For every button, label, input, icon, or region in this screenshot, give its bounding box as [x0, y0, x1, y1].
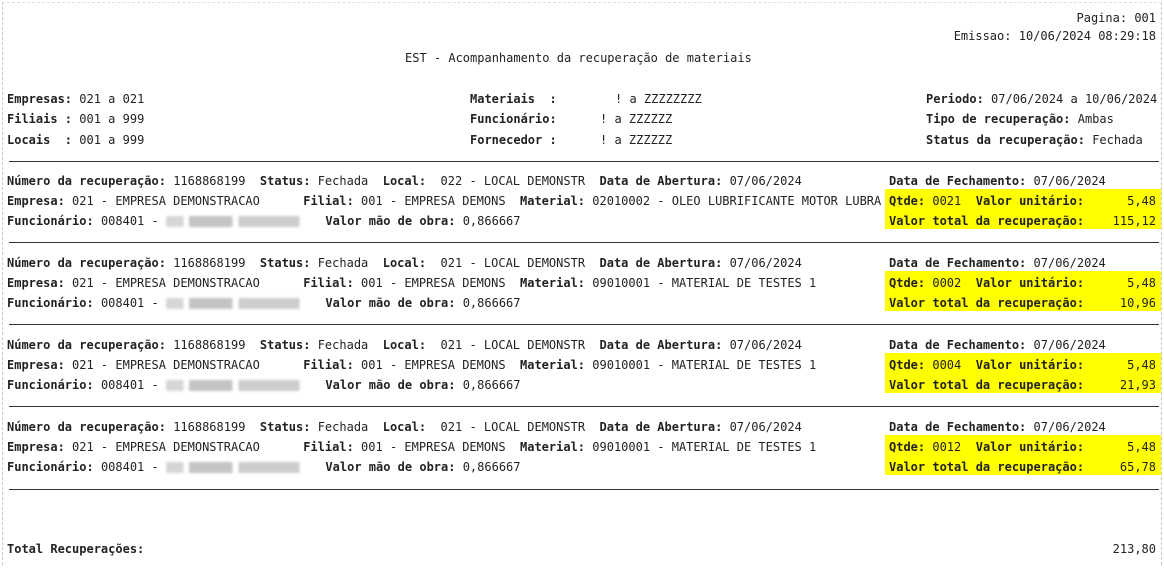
record-line-3: Funcionário: 008401 - Valor mão de obra: 0,866667	[7, 296, 521, 310]
quantity-label: Qtde: 0021 Valor unitário:	[889, 194, 1085, 208]
record-total-value: 115,12	[1112, 214, 1156, 228]
record-total-value: 65,78	[1119, 460, 1156, 474]
record-total-value: 21,93	[1119, 378, 1156, 392]
record-line-2: Empresa: 021 - EMPRESA DEMONSTRACAO Filial: 001 - EMPRESA DEMONS Material: 09010001 - MATERIAL DE TESTES 1	[7, 276, 817, 290]
divider	[9, 161, 1159, 162]
filter-fornecedor-label: Fornecedor :	[470, 133, 557, 147]
total-value-label: Valor total da recuperação:	[889, 214, 1085, 228]
unit-value: 5,48	[1127, 276, 1156, 290]
filter-materiais-value: ! a ZZZZZZZZ	[615, 92, 702, 106]
total-value: 213,80	[1112, 542, 1156, 556]
redacted-name	[166, 462, 311, 473]
redacted-name	[166, 298, 311, 309]
record-line-1: Número da recuperação: 1168868199 Status: Fechada Local: 021 - LOCAL DEMONSTR Data de Abertura: 07/06/2024	[7, 420, 802, 434]
report-title: EST - Acompanhamento da recuperação de materiais	[405, 51, 752, 65]
unit-value: 5,48	[1127, 358, 1156, 372]
filter-materiais-label: Materiais :	[470, 92, 557, 106]
closing-date: Data de Fechamento: 07/06/2024	[889, 174, 1106, 188]
closing-date: Data de Fechamento: 07/06/2024	[889, 420, 1106, 434]
record-line-1: Número da recuperação: 1168868199 Status: Fechada Local: 022 - LOCAL DEMONSTR Data de Abertura: 07/06/2024	[7, 174, 802, 188]
page-number: Pagina: 001	[1076, 11, 1156, 25]
total-label: Total Recuperações:	[7, 542, 145, 556]
divider	[9, 406, 1159, 407]
filter-tipo: Tipo de recuperação: Ambas	[926, 112, 1114, 126]
divider	[9, 324, 1159, 325]
record-line-2: Empresa: 021 - EMPRESA DEMONSTRACAO Filial: 001 - EMPRESA DEMONS Material: 09010001 - MATERIAL DE TESTES 1	[7, 440, 817, 454]
filter-empresas: Empresas: 021 a 021	[7, 92, 145, 106]
record-line-1: Número da recuperação: 1168868199 Status: Fechada Local: 021 - LOCAL DEMONSTR Data de Abertura: 07/06/2024	[7, 338, 802, 352]
record-line-3: Funcionário: 008401 - Valor mão de obra: 0,866667	[7, 214, 521, 228]
filter-funcionario-label: Funcionário:	[470, 112, 557, 126]
filter-status: Status da recuperação: Fechada	[926, 133, 1143, 147]
filter-fornecedor-value: ! a ZZZZZZ	[600, 133, 673, 147]
closing-date: Data de Fechamento: 07/06/2024	[889, 256, 1106, 270]
record-line-3: Funcionário: 008401 - Valor mão de obra: 0,866667	[7, 460, 521, 474]
total-value-label: Valor total da recuperação:	[889, 378, 1085, 392]
record-total-value: 10,96	[1119, 296, 1156, 310]
record-line-1: Número da recuperação: 1168868199 Status: Fechada Local: 021 - LOCAL DEMONSTR Data de Abertura: 07/06/2024	[7, 256, 802, 270]
quantity-label: Qtde: 0002 Valor unitário:	[889, 276, 1085, 290]
record-line-2: Empresa: 021 - EMPRESA DEMONSTRACAO Filial: 001 - EMPRESA DEMONS Material: 02010002 - OLEO LUBRIFICANTE MOTOR LUBRA	[7, 194, 882, 208]
quantity-label: Qtde: 0012 Valor unitário:	[889, 440, 1085, 454]
total-value-label: Valor total da recuperação:	[889, 460, 1085, 474]
redacted-name	[166, 216, 311, 227]
redacted-name	[166, 380, 311, 391]
quantity-label: Qtde: 0004 Valor unitário:	[889, 358, 1085, 372]
divider	[9, 242, 1159, 243]
record-line-2: Empresa: 021 - EMPRESA DEMONSTRACAO Filial: 001 - EMPRESA DEMONS Material: 09010001 - MATERIAL DE TESTES 1	[7, 358, 817, 372]
filter-funcionario-value: ! a ZZZZZZ	[600, 112, 673, 126]
record-line-3: Funcionário: 008401 - Valor mão de obra: 0,866667	[7, 378, 521, 392]
filter-periodo: Periodo: 07/06/2024 a 10/06/2024	[926, 92, 1158, 106]
report-page	[2, 2, 1162, 565]
closing-date: Data de Fechamento: 07/06/2024	[889, 338, 1106, 352]
emission-date: Emissao: 10/06/2024 08:29:18	[953, 29, 1156, 43]
unit-value: 5,48	[1127, 440, 1156, 454]
filter-filiais: Filiais : 001 a 999	[7, 112, 145, 126]
divider	[9, 489, 1159, 490]
unit-value: 5,48	[1127, 194, 1156, 208]
filter-locais: Locais : 001 a 999	[7, 133, 145, 147]
total-value-label: Valor total da recuperação:	[889, 296, 1085, 310]
